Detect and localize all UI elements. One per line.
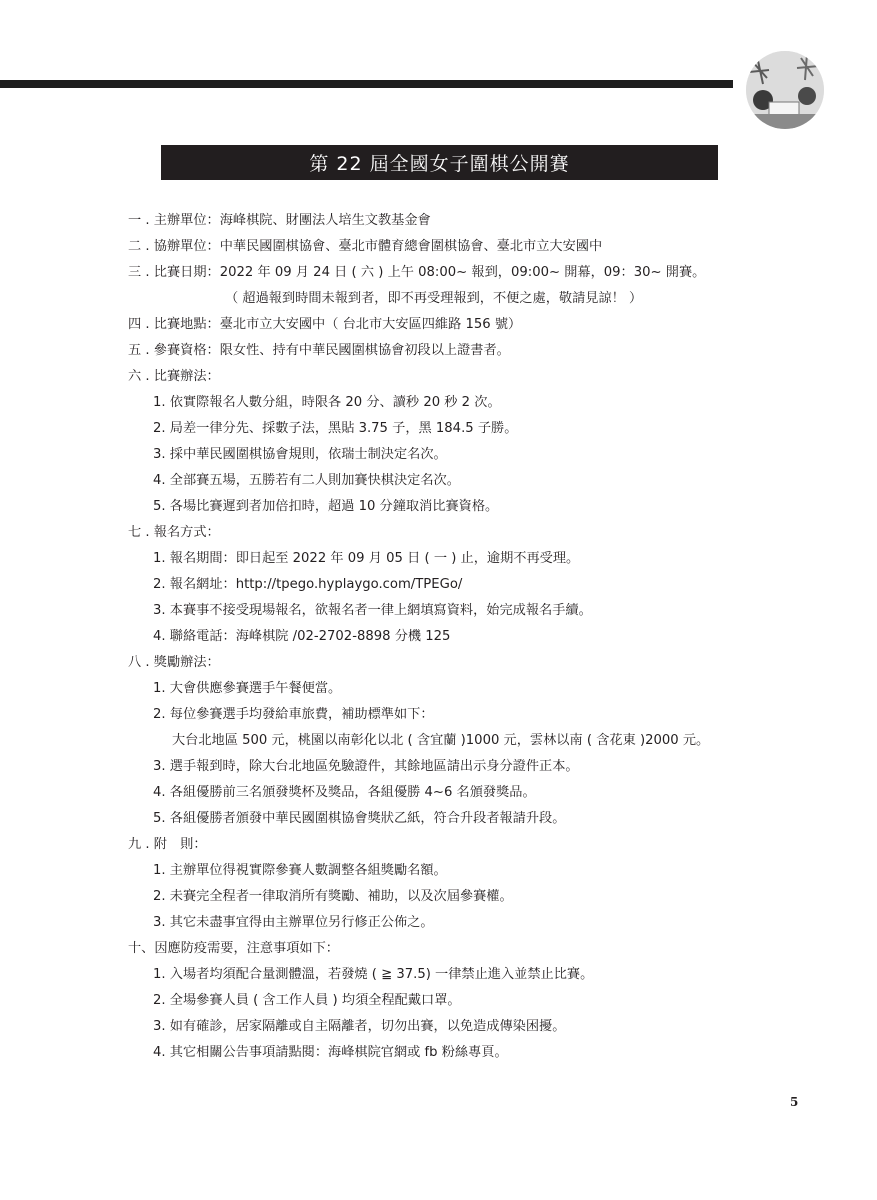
section-7-heading: 七 . 報名方式： [128,525,220,540]
go-players-illustration-icon [743,50,827,130]
section-10-item-4: 4. 其它相關公告事項請點閱：海峰棋院官網或 fb 粉絲專頁。 [153,1045,508,1060]
section-7-item-2: 2. 報名網址：http://tpego.hyplaygo.com/TPEGo/ [153,577,463,592]
section-6-item-2: 2. 局差一律分先、採數子法，黑貼 3.75 子，黑 184.5 子勝。 [153,421,518,436]
section-6-item-4: 4. 全部賽五場，五勝若有二人則加賽快棋決定名次。 [153,473,460,488]
section-3-date: 三 . 比賽日期：2022 年 09 月 24 日 ( 六 ) 上午 08:00~ 報到，09:00~ 開幕，09：30~ 開賽。 [128,265,706,280]
page-title: 第 22 屆全國女子圍棋公開賽 [161,145,718,180]
section-9-heading: 九 . 附 則： [128,837,207,852]
section-6-heading: 六 . 比賽辦法： [128,369,220,384]
section-8-item-1: 1. 大會供應參賽選手午餐便當。 [153,681,342,696]
section-10-item-2: 2. 全場參賽人員 ( 含工作人員 ) 均須全程配戴口罩。 [153,993,461,1008]
section-8-item-3: 3. 選手報到時，除大台北地區免驗證件，其餘地區請出示身分證件正本。 [153,759,579,774]
section-9-item-3: 3. 其它未盡事宜得由主辦單位另行修正公佈之。 [153,915,434,930]
section-9-item-2: 2. 未賽完全程者一律取消所有獎勵、補助，以及次屆參賽權。 [153,889,513,904]
section-6-item-5: 5. 各場比賽遲到者加倍扣時，超過 10 分鐘取消比賽資格。 [153,499,499,514]
section-1-organizer: 一 . 主辦單位：海峰棋院、財團法人培生文教基金會 [128,213,431,228]
section-7-item-4: 4. 聯絡電話：海峰棋院 /02-2702-8898 分機 125 [153,629,451,644]
header-rule [0,80,733,88]
section-8-item-2-detail: 大台北地區 500 元，桃園以南彰化以北 ( 含宜蘭 )1000 元，雲林以南 ( 含花東 )2000 元。 [172,733,710,748]
page-number: 5 [790,1095,799,1109]
section-10-item-3: 3. 如有確診，居家隔離或自主隔離者，切勿出賽，以免造成傳染困擾。 [153,1019,566,1034]
section-6-item-1: 1. 依實際報名人數分組，時限各 20 分、讀秒 20 秒 2 次。 [153,395,501,410]
section-10-item-1: 1. 入場者均須配合量測體溫，若發燒 ( ≧ 37.5) 一律禁止進入並禁止比賽。 [153,967,594,982]
section-7-item-3: 3. 本賽事不接受現場報名，欲報名者一律上網填寫資料，始完成報名手續。 [153,603,592,618]
section-8-item-4: 4. 各組優勝前三名頒發獎杯及獎品，各組優勝 4~6 名頒發獎品。 [153,785,536,800]
section-8-item-2: 2. 每位參賽選手均發給車旅費，補助標準如下： [153,707,434,722]
section-6-item-3: 3. 採中華民國圍棋協會規則，依瑞士制決定名次。 [153,447,447,462]
section-10-heading: 十、因應防疫需要，注意事項如下： [128,941,339,956]
section-7-item-1: 1. 報名期間：即日起至 2022 年 09 月 05 日 ( 一 ) 止，逾期不再受理。 [153,551,580,566]
section-8-heading: 八 . 獎勵辦法： [128,655,220,670]
section-2-co-organizer: 二 . 協辦單位：中華民國圍棋協會、臺北市體育總會圍棋協會、臺北市立大安國中 [128,239,603,254]
section-5-eligibility: 五 . 參賽資格：限女性、持有中華民國圍棋協會初段以上證書者。 [128,343,510,358]
section-4-venue: 四 . 比賽地點：臺北市立大安國中（ 台北市大安區四維路 156 號） [128,317,522,332]
section-9-item-1: 1. 主辦單位得視實際參賽人數調整各組獎勵名額。 [153,863,447,878]
section-3-note: （ 超過報到時間未報到者，即不再受理報到，不便之處，敬請見諒！ ） [225,291,643,306]
section-8-item-5: 5. 各組優勝者頒發中華民國圍棋協會獎狀乙紙，符合升段者報請升段。 [153,811,566,826]
